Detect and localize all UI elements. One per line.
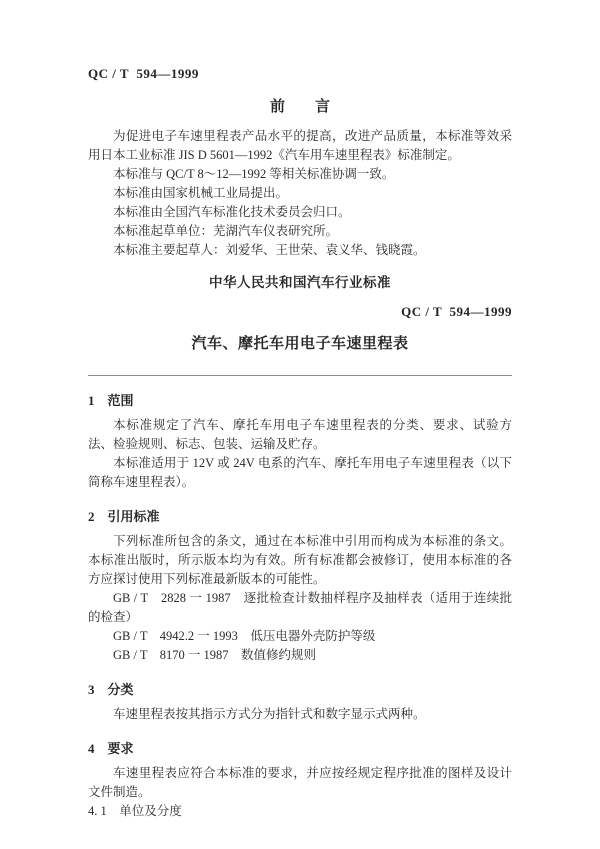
foreword-paragraph: 本标准由全国汽车标准化技术委员会归口。: [113, 205, 351, 219]
section-paragraph: 车速里程表应符合本标准的要求，并应按经规定程序批准的图样及设计文件制造。: [88, 766, 512, 799]
section-title: 要求: [107, 741, 134, 756]
standard-org-title: 中华人民共和国汽车行业标准: [209, 275, 391, 290]
reference-entry: GB / T 2828 一 1987 逐批检查计数抽样程序及抽样表（适用于连续批的检查）: [88, 591, 512, 624]
section-paragraph: 车速里程表按其指示方式分为指针式和数字显示式两种。: [113, 707, 426, 721]
foreword-paragraph: 本标准起草单位：芜湖汽车仪表研究所。: [113, 224, 339, 238]
doc-code-top: QC / T 594—1999: [88, 66, 199, 81]
section-number: 1: [88, 393, 95, 408]
section-body: [88, 416, 512, 492]
section-requirements: [88, 738, 512, 821]
section-paragraph: 本标准适用于 12V 或 24V 电系的汽车、摩托车用电子车速里程表（以下简称车速里程表）。: [88, 456, 512, 489]
section-body: [88, 532, 512, 665]
foreword-title: 前 言: [269, 99, 330, 115]
section-title: 范围: [107, 393, 134, 408]
reference-entry: GB / T 4942.2 一 1993 低压电器外壳防护等级: [113, 629, 376, 643]
section-references: [88, 506, 512, 665]
foreword-paragraph: 为促进电子车速里程表产品水平的提高，改进产品质量，本标准等效采用日本工业标准 JIS D 5601—1992《汽车用车速里程表》标准制定。: [88, 129, 512, 162]
section-body: [88, 764, 512, 821]
foreword-paragraph: 本标准与 QC/T 8～12—1992 等相关标准协调一致。: [113, 167, 395, 181]
section-number: 3: [88, 682, 95, 697]
reference-entry: GB / T 8170 一 1987 数值修约规则: [113, 648, 317, 662]
section-heading: [88, 738, 512, 757]
section-paragraph: 下列标准所包含的条文，通过在本标准中引用而构成为本标准的条文。本标准出版时，所示版本均为有效。所有标准都会被修订，使用本标准的各方应探讨使用下列标准最新版本的可能性。: [88, 534, 512, 586]
section-title: 引用标准: [107, 509, 160, 524]
standard-title: 汽车、摩托车用电子车速里程表: [191, 336, 409, 352]
divider-rule: [88, 375, 512, 376]
foreword-paragraph: 本标准由国家机械工业局提出。: [113, 186, 289, 200]
section-body: [88, 705, 512, 724]
foreword-paragraph: 本标准主要起草人：刘爱华、王世荣、袁义华、钱晓霞。: [113, 243, 426, 257]
section-heading: [88, 679, 512, 698]
section-classification: [88, 679, 512, 724]
section-paragraph: 本标准规定了汽车、摩托车用电子车速里程表的分类、要求、试验方法、检验规则、标志、包装、运输及贮存。: [88, 418, 512, 451]
section-title: 分类: [107, 682, 134, 697]
section-number: 2: [88, 509, 95, 524]
section-heading: [88, 390, 512, 409]
section-scope: [88, 390, 512, 492]
subclause-heading: 4. 1 单位及分度: [88, 804, 182, 818]
foreword-body: [88, 127, 512, 260]
section-number: 4: [88, 741, 95, 756]
standard-doc-code: QC / T 594—1999: [401, 304, 512, 319]
section-heading: [88, 506, 512, 525]
